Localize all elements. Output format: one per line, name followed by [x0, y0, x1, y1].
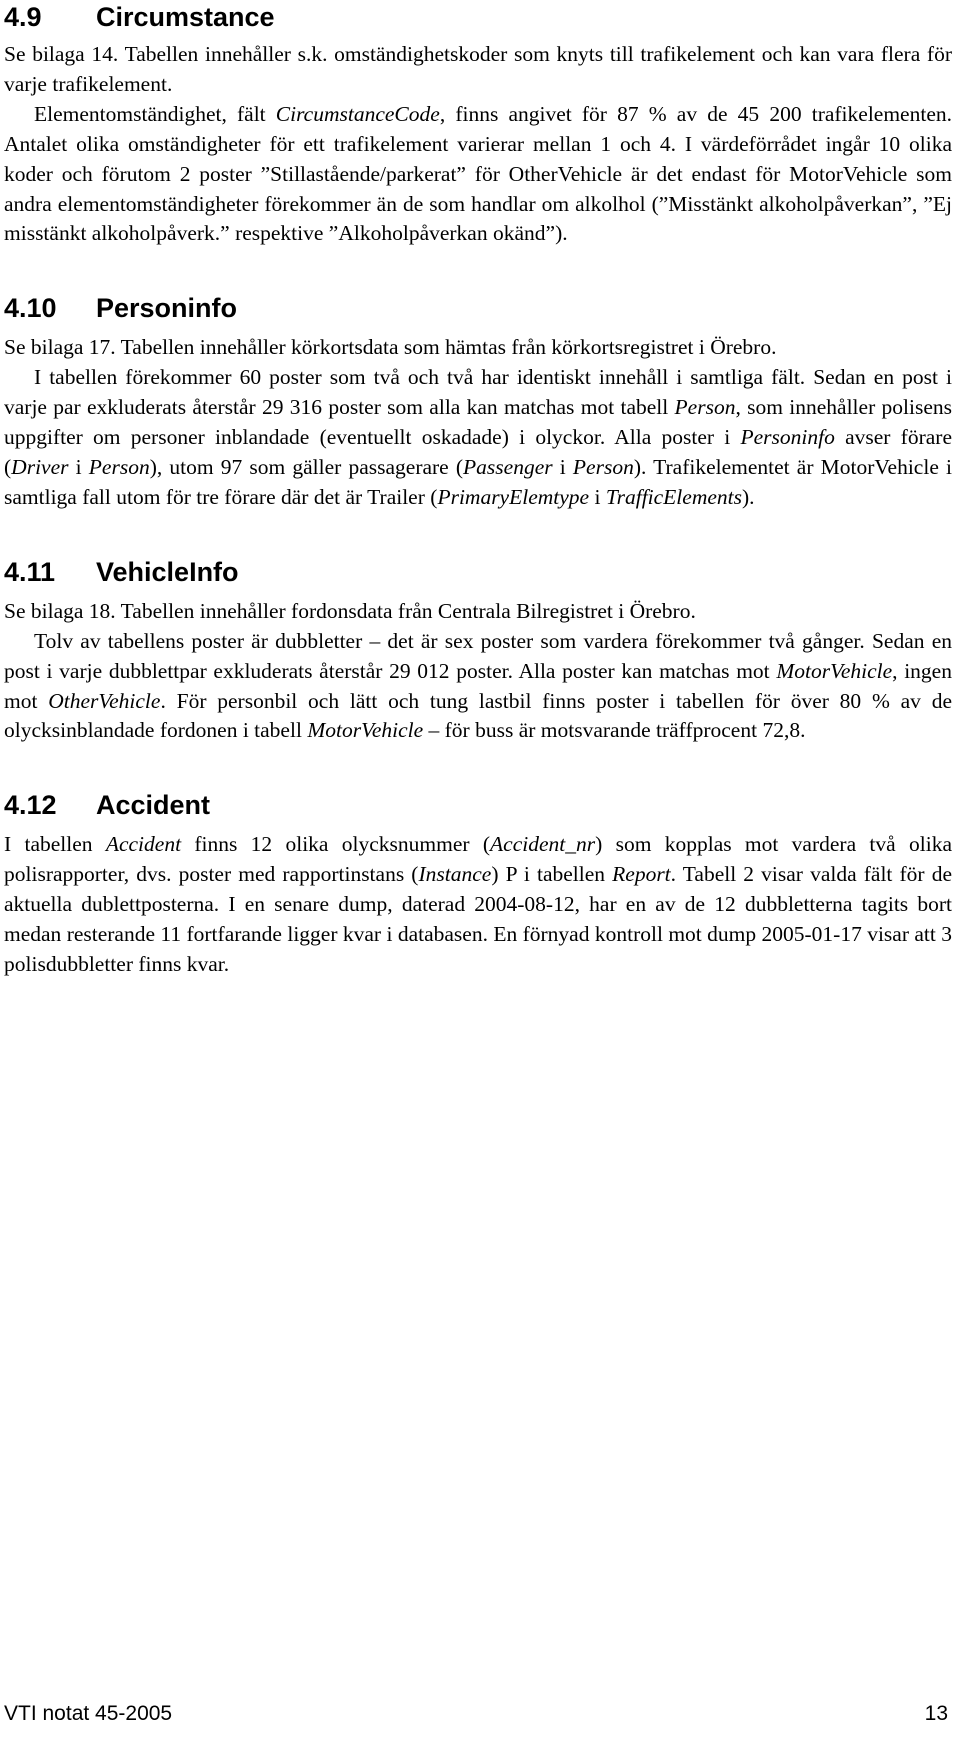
footer-page-number: 13	[924, 1702, 948, 1725]
body-paragraph: Se bilaga 17. Tabellen innehåller körkortsdata som hämtas från körkortsregistret i Örebro.	[4, 335, 777, 360]
italic-term: Accident_nr	[490, 832, 596, 857]
body-paragraph: Elementomständighet, fält CircumstanceCode, finns angivet för 87 % av de 45 200 trafikelementen. Antalet olika omständigheter för ett trafikelement varierar mellan 1 och 4. I värdeförrådet ingår 10 olika koder och förutom 2 poster ”Stillastående/parkerat” för OtherVehicle är det endast för MotorVehicle som andra elementomständigheter förekommer än de som handlar om alkolhol (”Misstänkt alkoholpåverkan”, ”Ej misstänkt alkoholpåverk.” respektive ”Alkoholpåverkan okänd”).	[4, 101, 952, 246]
italic-term: Person	[572, 454, 634, 479]
italic-term: MotorVehicle	[307, 718, 424, 743]
italic-term: Driver	[11, 454, 69, 479]
section-number: 4.10	[4, 293, 57, 324]
italic-term: Personinfo	[740, 425, 835, 450]
section-number: 4.12	[4, 790, 57, 821]
italic-term: PrimaryElemtype	[437, 484, 590, 509]
section-title: VehicleInfo	[96, 556, 239, 587]
section-heading	[4, 555, 952, 589]
italic-term: OtherVehicle	[48, 688, 161, 713]
body-paragraph: I tabellen Accident finns 12 olika olycksnummer (Accident_nr) som kopplas mot vardera två olika polisrapporter, dvs. poster med rapportinstans (Instance) P i tabellen Report. Tabell 2 visar valda fält för de aktuella dublettposterna. I en senare dump, daterad 2004-08-12, har en av de 12 dubbletterna tagits bort medan resterande 11 fortfarande ligger kvar i databasen. En förnyad kontroll mot dump 2005-01-17 visar att 3 polisdubbletter finns kvar.	[4, 832, 953, 976]
italic-term: Accident	[105, 832, 182, 857]
section-title: Personinfo	[96, 293, 238, 324]
body-paragraph: I tabellen förekommer 60 poster som två och två har identiskt innehåll i samtliga fält. Sedan en post i varje par exkluderats återstår 29 316 poster som alla kan matchas mot tabell Person, som innehåller polisens uppgifter om personer inblandade (eventuellt oskadade) i olyckor. Alla poster i Personinfo avser förare (Driver i Person), utom 97 som gäller passagerare (Passenger i Person). Trafikelementet är MotorVehicle i samtliga fall utom för tre förare där det är Trailer (PrimaryElemtype i TrafficElements).	[4, 365, 952, 509]
document-page	[4, 0, 952, 980]
italic-term: Passenger	[463, 454, 553, 479]
section-heading	[4, 291, 952, 325]
section-title: Accident	[96, 790, 211, 821]
section-circumstance	[4, 0, 952, 249]
body-paragraph: Tolv av tabellens poster är dubbletter – det är sex poster som vardera förekommer två gånger. Sedan en post i varje dubblettpar exkluderats återstår 29 012 poster. Alla poster kan matchas mot MotorVehicle, ingen mot OtherVehicle. För personbil och lätt och tung lastbil finns poster i tabellen för över 80 % av de olycksinblandade fordonen i tabell MotorVehicle – för buss är motsvarande träffprocent 72,8.	[4, 628, 952, 743]
italic-term: Report	[612, 862, 671, 887]
italic-term: TrafficElements	[605, 484, 742, 509]
italic-term: MotorVehicle	[776, 658, 893, 683]
italic-term: Instance	[418, 862, 492, 887]
section-number: 4.9	[4, 2, 42, 32]
section-heading	[4, 0, 952, 34]
italic-term: Person	[88, 454, 150, 479]
body-paragraph: Se bilaga 14. Tabellen innehåller s.k. omständighetskoder som knyts till trafikelement och kan vara flera för varje trafikelement.	[4, 42, 952, 96]
footer-publication: VTI notat 45-2005	[4, 1702, 173, 1725]
italic-term: CircumstanceCode	[275, 101, 440, 126]
section-personinfo	[4, 291, 952, 512]
section-number: 4.11	[4, 556, 56, 587]
section-heading	[4, 788, 952, 822]
italic-term: Person	[674, 395, 736, 420]
section-accident	[4, 788, 952, 980]
body-paragraph: Se bilaga 18. Tabellen innehåller fordonsdata från Centrala Bilregistret i Örebro.	[4, 598, 696, 623]
section-vehicleinfo	[4, 555, 952, 747]
section-title: Circumstance	[96, 2, 275, 32]
